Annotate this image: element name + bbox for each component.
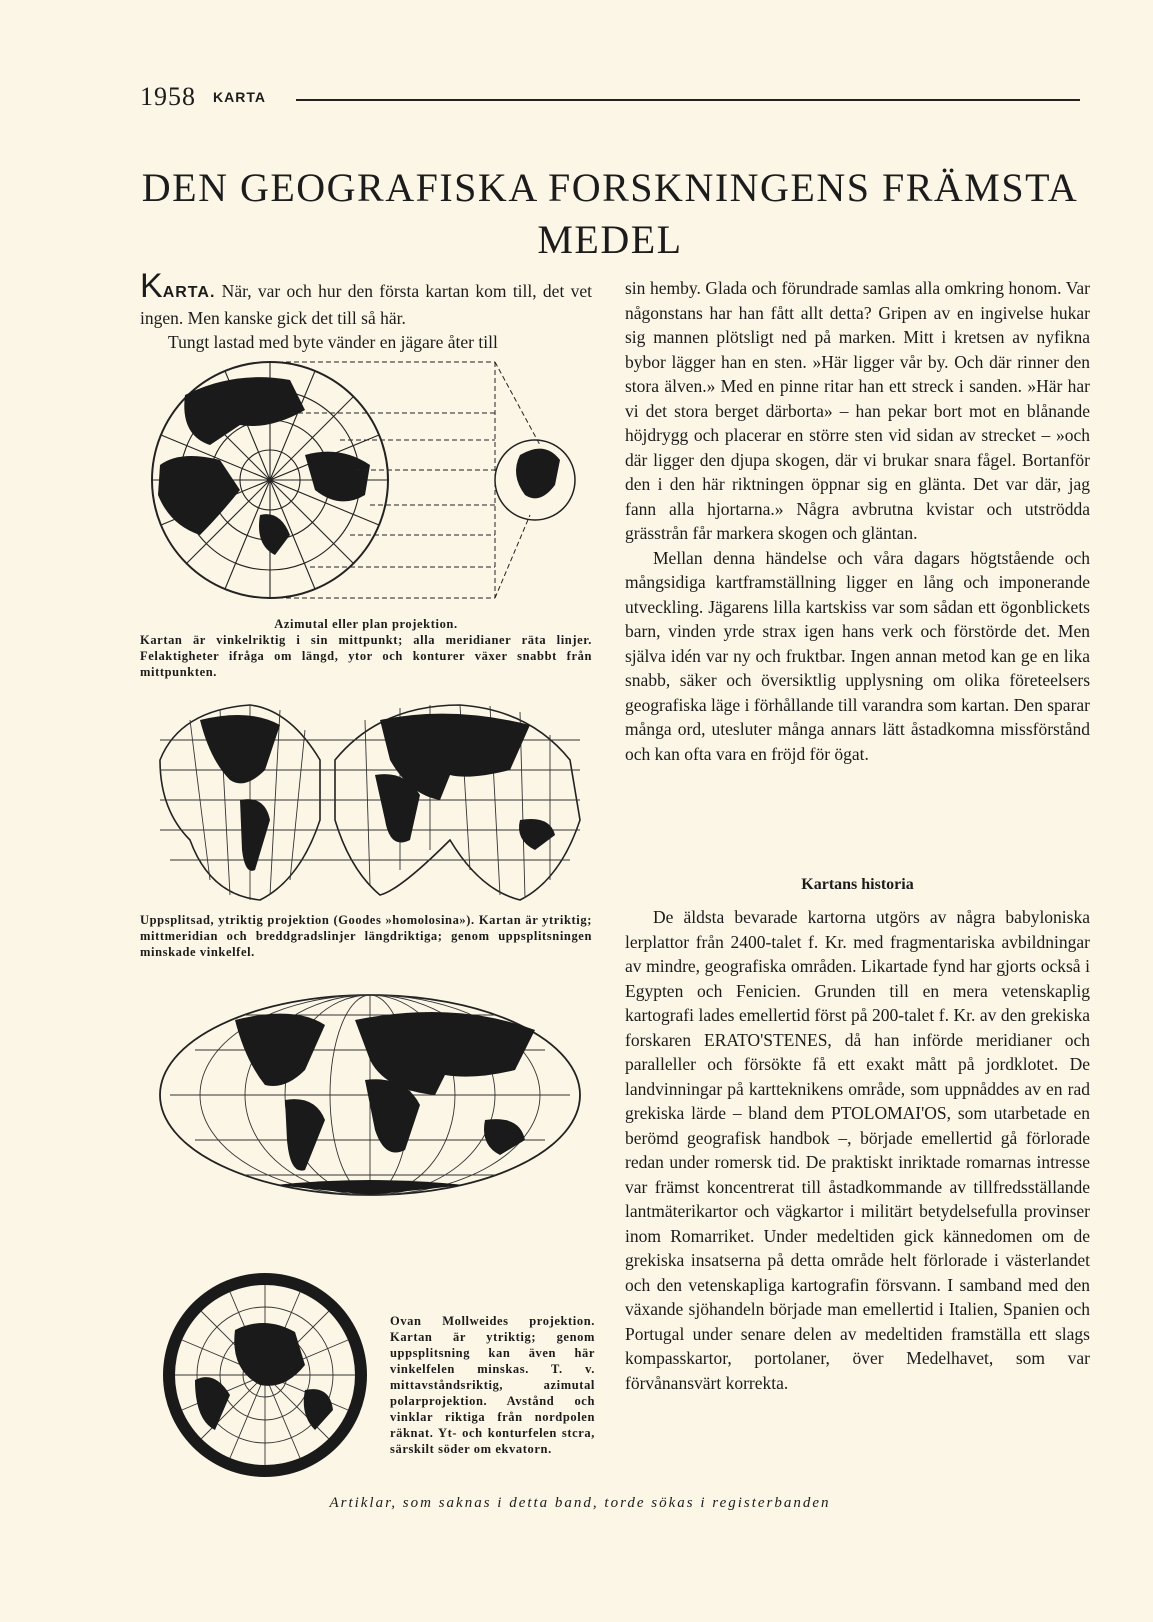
header-rule — [296, 99, 1080, 101]
goode-caption: Uppsplitsad, ytriktig projektion (Goodes »homolosina»). Kartan är ytriktig; mittmeridian och breddgradslinjer längdriktiga; genom uppsplitsningen minskade vinkelfel. — [140, 913, 592, 959]
lead-paragraph — [140, 267, 592, 330]
azimuthal-projection-figure — [140, 355, 600, 610]
lead-initial: K — [140, 267, 163, 305]
left-column-text — [140, 267, 592, 355]
section-heading: Kartans historia — [801, 876, 914, 893]
polar-projection-figure — [155, 1270, 375, 1480]
paragraph: Tungt lastad med byte vänder en jägare åter till — [168, 332, 498, 352]
mollweide-polar-caption: Ovan Mollweides projektion. Kartan är ytriktig; genom uppsplitsning kan även här vinkelfelen minskas. T. v. mittavståndsriktig, azimutal polarprojektion. Avstånd och vinklar riktiga från nordpolen räknat. Yt- och konturfelen stcra, särskilt söder om ekvatorn. — [390, 1314, 595, 1456]
azimuthal-caption-text: Kartan är vinkelriktig i sin mittpunkt; alla meridianer räta linjer. Felaktigheter ifråga om längd, ytor och konturer växer snabbt från mittpunkten. — [140, 633, 592, 679]
mollweide-projection-figure — [155, 990, 585, 1200]
azimuthal-caption — [140, 616, 592, 680]
running-head: KARTA — [213, 89, 266, 105]
right-column-text-top — [625, 276, 1090, 766]
paragraph: Mellan denna händelse och våra dagars högtstående och mångsidiga kartframställning ligger en lång och imponerande utveckling. Jägarens lilla kartskiss var som sådan ett ögonblickets barn, vinden yrde strax igen hans verk och förstörde det. Men själva idén var ny och fruktbar. Ingen annan metod kan ge en lika snabb, säker och översiktlig upplysning om olika företeelsers geografiska läge i förhållande till varandra som kartan. Den sparar många ord, utesluter många annars lätt åstadkomna missförstånd och kan ofta vara en fröjd för ögat. — [625, 547, 1090, 764]
page-footer: Artiklar, som saknas i detta band, torde sökas i registerbanden — [329, 1495, 831, 1511]
lead-text: När, var och hur den första kartan kom till, det vet ingen. Men kanske gick det till så här. — [140, 281, 592, 328]
page-number: 1958 — [140, 82, 196, 111]
title-line-2: MEDEL — [537, 217, 683, 262]
goode-projection-figure — [150, 700, 590, 905]
azimuthal-caption-title: Azimutal eller plan projektion. — [274, 617, 458, 631]
lead-word: ARTA. — [162, 284, 216, 301]
title-line-1: DEN GEOGRAFISKA FORSKNINGENS FRÄMSTA — [141, 165, 1079, 210]
right-column-text-bottom — [625, 905, 1090, 1395]
paragraph: De äldsta bevarade kartorna utgörs av några babyloniska lerplattor från 2400-talet f. Kr. med fragmentariska avbildningar av mindre, geografiska områden. Likartade fynd har gjorts också i Egypten och Fenicien. Grunden till en mera vetenskaplig kartografi lades emellertid först på 200-talet f. Kr. av den grekiska forskaren ERATO'STENES, då han införde meridianer och paralleller och försökte få ett exakt mått på jordklotet. De landvinningar på kartteknikens område, som uppnåddes av en rad grekiska lärde – bland dem PTOLOMAI'OS, som utarbetade en berömd geografisk handbok –, började emellertid gå förlorade redan under romersk tid. De praktiskt inriktade romarnas intresse var främst koncentrerat till åstadkommande av tillfredsställande lantmäterikartor och vägkartor i militärt betydelsefulla provinser inom Romarriket. Under medeltiden gick kännedomen om de grekiska insatserna på detta område helt förlorade i västerlandet och den vetenskapliga kartografin försvann. I samband med den växande sjöhandeln började man emellertid i Italien, Spanien och Portugal under senare delen av medeltiden framställa ett slags kompasskartor, portolaner, över Medelhavet, som var förvånansvärt korrekta. — [625, 907, 1090, 1393]
paragraph: sin hemby. Glada och förundrade samlas alla omkring honom. Var någonstans har han fått allt detta? Gripen av en ingivelse hukar sig mannen plötsligt ned på marken. Mitt i kretsen av nyfikna bybor lägger han en sten. »Här ligger vår by. Och där rinner den stora älven.» Med en pinne ritar han ett streck i sanden. »Här har vi det stora berget därborta» – han pekar bort mot en blånande höjdrygg och placerar en större sten vid sidan av strecket – »och där ligger den djupa skogen, där vi brukar snara fågel. Bortanför den i den här riktningen öppnar sig en glänta. Det var där, jag fann alla hjortarna.» Några avbrutna kvistar och utströdda grässtrån får markera skogen och gläntan. — [625, 278, 1090, 543]
page-title — [140, 162, 1080, 266]
